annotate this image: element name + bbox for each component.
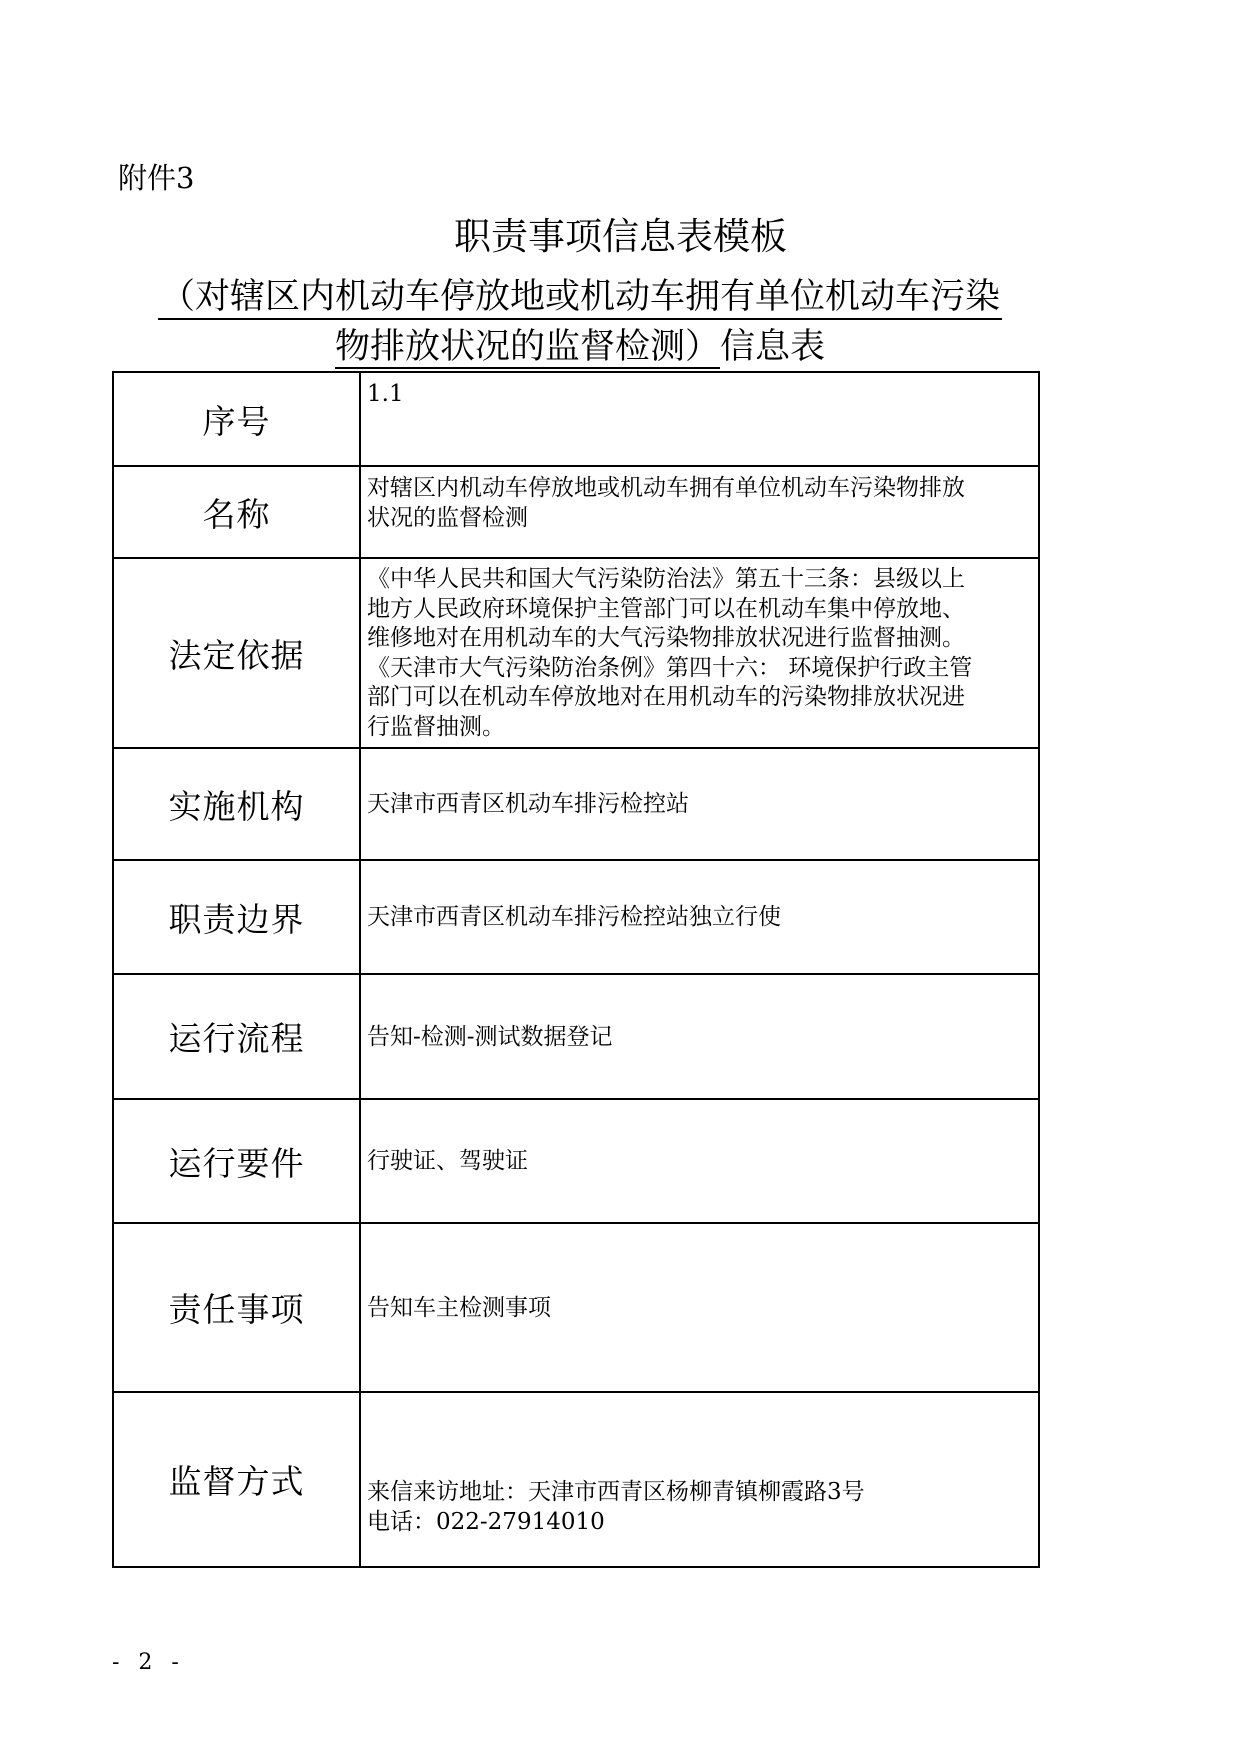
page-number: - 2 -	[112, 1650, 185, 1675]
table-row-agency	[113, 748, 1039, 860]
value-responsibility-items: 告知车主检测事项	[360, 1223, 1039, 1392]
template-title: 职责事项信息表模板	[454, 215, 787, 258]
table-row-process	[113, 974, 1039, 1099]
value-operation-requirements: 行驶证、驾驶证	[360, 1099, 1039, 1223]
table-row-duties	[113, 1223, 1039, 1392]
label-legal-basis: 法定依据	[113, 558, 360, 748]
value-name: 对辖区内机动车停放地或机动车拥有单位机动车污染物排放 状况的监督检测	[360, 466, 1039, 558]
label-name: 名称	[113, 466, 360, 558]
value-legal-basis: 《中华人民共和国大气污染防治法》第五十三条：县级以上 地方人民政府环境保护主管部门可以在机动车集中停放地、 维修地对在用机动车的大气污染物排放状况进行监督抽测。 《天津市大气污染防治条例》第四十六： 环境保护行政主管 部门可以在机动车停放地对在用机动车的污染物排放状况进 行监督抽测。	[360, 558, 1039, 748]
table-row-boundary	[113, 860, 1039, 974]
value-operation-process: 告知-检测-测试数据登记	[360, 974, 1039, 1099]
value-serial-number: 1.1	[360, 372, 1039, 466]
table-row-name	[113, 466, 1039, 558]
table-row-legal-basis	[113, 558, 1039, 748]
label-implementing-agency: 实施机构	[113, 748, 360, 860]
table-row-requirements	[113, 1099, 1039, 1223]
subtitle-underlined-part: 物排放状况的监督检测）	[334, 327, 720, 367]
document-subtitle	[110, 272, 1050, 372]
value-responsibility-boundary: 天津市西青区机动车排污检控站独立行使	[360, 860, 1039, 974]
label-responsibility-items: 责任事项	[113, 1223, 360, 1392]
subtitle-suffix: 信息表	[720, 327, 826, 367]
info-table	[112, 371, 1040, 1568]
value-supervision-method: 来信来访地址：天津市西青区杨柳青镇柳霞路3号 电话：022-27914010	[360, 1392, 1039, 1567]
label-supervision-method: 监督方式	[113, 1392, 360, 1567]
subtitle-line-1: （对辖区内机动车停放地或机动车拥有单位机动车污染	[158, 276, 1002, 320]
label-operation-requirements: 运行要件	[113, 1099, 360, 1223]
table-row-serial	[113, 372, 1039, 466]
label-operation-process: 运行流程	[113, 974, 360, 1099]
value-implementing-agency: 天津市西青区机动车排污检控站	[360, 748, 1039, 860]
label-serial-number: 序号	[113, 372, 360, 466]
label-responsibility-boundary: 职责边界	[113, 860, 360, 974]
attachment-label: 附件3	[118, 161, 195, 195]
table-row-supervision	[113, 1392, 1039, 1567]
